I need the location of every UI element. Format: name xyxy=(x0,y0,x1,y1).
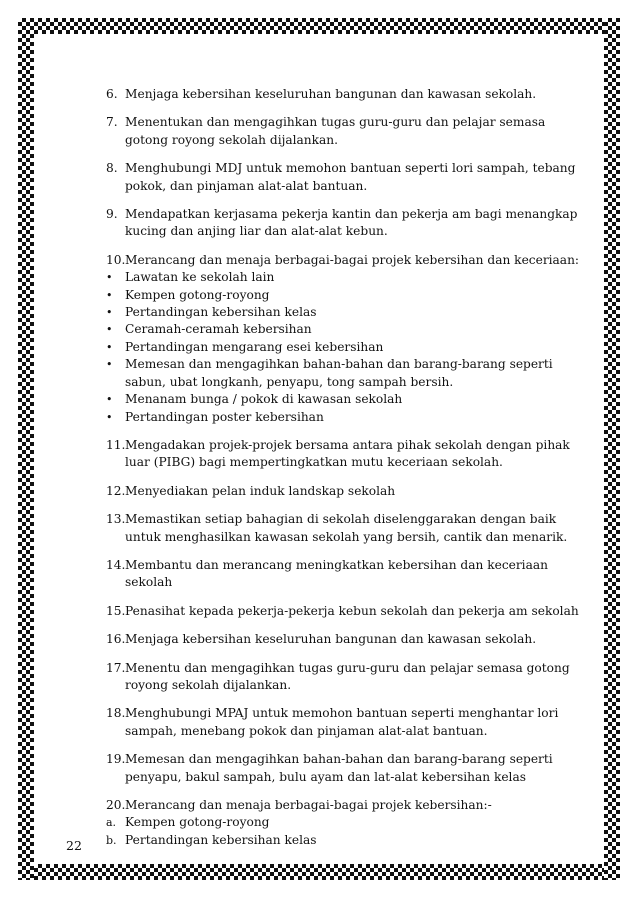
list-item-10 xyxy=(106,252,586,269)
bullet-icon: • xyxy=(106,358,113,372)
bullet-item xyxy=(106,409,586,426)
item-text: Merancang dan menaja berbagai-bagai projek kebersihan:- xyxy=(125,798,492,812)
bullet-icon: • xyxy=(106,271,113,285)
item-text: Menjaga kebersihan keseluruhan bangunan dan kawasan sekolah. xyxy=(125,87,537,101)
item-text: Merancang dan menaja berbagai-bagai projek kebersihan dan keceriaan: xyxy=(125,252,580,267)
item-number: 6. xyxy=(106,87,118,101)
bullet-text: Memesan dan mengagihkan bahan-bahan dan barang-barang seperti sabun, ubat longkanh, penyapu, tong sampah bersih. xyxy=(125,357,553,389)
item-text: Mendapatkan kerjasama pekerja kantin dan pekerja am bagi menangkap kucing dan anjing liar dan alat-alat kebun. xyxy=(125,207,578,239)
document-body xyxy=(106,86,586,849)
list-item-20 xyxy=(106,797,586,814)
page-number: 22 xyxy=(66,838,82,853)
bullet-text: Pertandingan mengarang esei kebersihan xyxy=(125,339,384,354)
bullet-icon: • xyxy=(106,340,113,354)
bullet-list-10 xyxy=(106,269,586,426)
lettered-item xyxy=(106,814,586,831)
list-item-11 xyxy=(106,437,586,472)
item-number: 18. xyxy=(106,706,126,721)
bullet-text: Kempen gotong-royong xyxy=(125,287,270,302)
lettered-text: Kempen gotong-royong xyxy=(125,815,270,830)
item-number: 19. xyxy=(106,752,126,767)
item-text: Menyediakan pelan induk landskap sekolah xyxy=(125,483,396,498)
item-text: Membantu dan merancang meningkatkan kebersihan dan keceriaan sekolah xyxy=(125,557,548,590)
list-item-8 xyxy=(106,160,586,195)
item-number: 16. xyxy=(106,632,126,647)
list-item-6 xyxy=(106,86,586,103)
list-item-7 xyxy=(106,114,586,149)
list-item-19 xyxy=(106,751,586,786)
item-text: Menentu dan mengagihkan tugas guru-guru dan pelajar semasa gotong royong sekolah dijalankan. xyxy=(125,660,570,692)
bullet-text: Lawatan ke sekolah lain xyxy=(125,270,275,285)
item-text: Menjaga kebersihan keseluruhan bangunan dan kawasan sekolah. xyxy=(125,632,537,647)
list-item-16 xyxy=(106,631,586,648)
item-number: 20. xyxy=(106,798,126,812)
bullet-item xyxy=(106,269,586,286)
item-text: Memesan dan mengagihkan bahan-bahan dan barang-barang seperti penyapu, bakul sampah, bulu ayam dan lat-alat kebersihan kelas xyxy=(125,752,553,784)
list-item-12 xyxy=(106,483,586,500)
list-item-14 xyxy=(106,557,586,592)
item-number: 14. xyxy=(106,557,126,572)
item-number: 12. xyxy=(106,483,126,498)
item-number: 10. xyxy=(106,252,126,267)
lettered-item xyxy=(106,832,586,849)
item-number: 17. xyxy=(106,660,126,675)
item-text: Menghubungi MPAJ untuk memohon bantuan seperti menghantar lori sampah, menebang pokok dan pinjaman alat-alat bantuan. xyxy=(125,706,559,738)
list-item-13 xyxy=(106,511,586,546)
bullet-text: Pertandingan poster kebersihan xyxy=(125,409,324,424)
item-text: Menghubungi MDJ untuk memohon bantuan seperti lori sampah, tebang pokok, dan pinjaman alat-alat bantuan. xyxy=(125,161,576,193)
item-number: 9. xyxy=(106,207,118,222)
item-number: 7. xyxy=(106,115,118,130)
bullet-icon: • xyxy=(106,306,113,320)
list-item-9 xyxy=(106,206,586,241)
checkered-border-right xyxy=(604,18,620,880)
checkered-border-top xyxy=(18,18,620,34)
bullet-icon: • xyxy=(106,410,113,424)
checkered-border-left xyxy=(18,18,34,880)
item-number: 11. xyxy=(106,437,126,452)
bullet-item xyxy=(106,356,586,391)
bullet-item xyxy=(106,321,586,338)
list-item-17 xyxy=(106,660,586,695)
bullet-text: Ceramah-ceramah kebersihan xyxy=(125,322,312,337)
letter-marker: a. xyxy=(106,816,117,830)
list-item-15 xyxy=(106,603,586,620)
bullet-item xyxy=(106,287,586,304)
bullet-icon: • xyxy=(106,323,113,337)
bullet-item xyxy=(106,304,586,321)
bullet-icon: • xyxy=(106,288,113,302)
item-text: Mengadakan projek-projek bersama antara pihak sekolah dengan pihak luar (PIBG) bagi mempertingkatkan mutu keceriaan sekolah. xyxy=(125,437,570,470)
bullet-text: Pertandingan kebersihan kelas xyxy=(125,305,317,320)
lettered-text: Pertandingan kebersihan kelas xyxy=(125,832,317,847)
list-item-18 xyxy=(106,705,586,740)
checkered-border-bottom xyxy=(18,864,620,880)
item-text: Menentukan dan mengagihkan tugas guru-guru dan pelajar semasa gotong royong sekolah dijalankan. xyxy=(125,115,546,147)
bullet-item xyxy=(106,391,586,408)
lettered-list-20 xyxy=(106,814,586,849)
bullet-icon: • xyxy=(106,393,113,407)
item-text: Penasihat kepada pekerja-pekerja kebun sekolah dan pekerja am sekolah xyxy=(125,603,579,618)
letter-marker: b. xyxy=(106,833,117,847)
item-number: 13. xyxy=(106,512,126,527)
bullet-item xyxy=(106,339,586,356)
item-number: 15. xyxy=(106,603,126,618)
item-text: Memastikan setiap bahagian di sekolah diselenggarakan dengan baik untuk menghasilkan kawasan sekolah yang bersih, cantik dan menarik. xyxy=(125,512,568,544)
item-number: 8. xyxy=(106,161,118,176)
bullet-text: Menanam bunga / pokok di kawasan sekolah xyxy=(125,392,403,407)
